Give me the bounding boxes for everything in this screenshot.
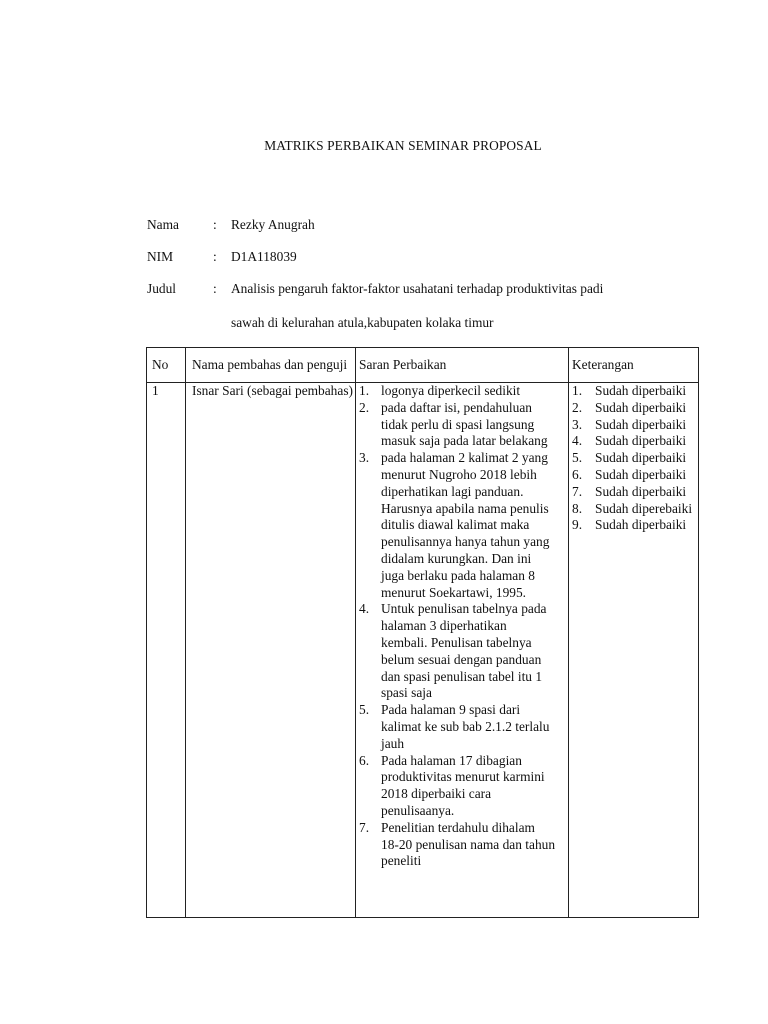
header-name: Nama pembahas dan penguji [186,348,356,383]
saran-item-text: pada halaman 2 kalimat 2 yang menurut Nugroho 2018 lebih diperhatikan lagi panduan. Harusnya apabila nama penulis ditulis diawal kalimat maka penulisannya hanya tahun yang didalam kurungkan. Dan ini juga berlaku pada halaman 8 menurut Soekartawi, 1995. [381,450,550,600]
info-label-judul: Judul [147,281,177,296]
info-separator: : [213,249,217,264]
keterangan-item [572,450,698,467]
saran-item-text: Pada halaman 9 spasi dari kalimat ke sub bab 2.1.2 terlalu jauh [381,702,550,751]
keterangan-item-text: Sudah diperbaiki [595,466,687,482]
keterangan-item-number: 2. [572,399,583,415]
revision-matrix-table [146,347,699,918]
keterangan-item-number: 1. [572,383,583,398]
table-header-row [147,348,699,383]
info-label-nim: NIM [147,249,174,264]
keterangan-item [572,400,698,417]
keterangan-item-text: Sudah diperbaiki [595,399,687,415]
keterangan-item [572,467,698,484]
saran-item [359,753,568,820]
info-row-judul [147,281,707,297]
keterangan-item-number: 5. [572,450,583,466]
saran-item-number: 3. [359,450,370,466]
keterangan-item-text: Sudah diperbaiki [595,517,687,533]
keterangan-item [572,484,698,501]
header-keterangan: Keterangan [569,348,699,383]
keterangan-item-number: 9. [572,517,583,533]
info-separator: : [213,217,217,232]
keterangan-item-number: 4. [572,433,583,449]
saran-item-number: 1. [359,383,370,398]
info-value-nim: D1A118039 [231,249,297,264]
keterangan-item [572,501,698,518]
info-value-judul-line1: Analisis pengaruh faktor-faktor usahatani terhadap produktivitas padi [231,281,604,296]
saran-item-text: Untuk penulisan tabelnya pada halaman 3 diperhatikan kembali. Penulisan tabelnya belum sesuai dengan panduan dan spasi penulisan tabel itu 1 spasi saja [381,601,547,701]
saran-item-text: Penelitian terdahulu dihalam 18-20 penulisan nama dan tahun peneliti [381,819,556,869]
keterangan-item [572,517,698,534]
keterangan-item-text: Sudah diperbaiki [595,483,687,499]
saran-item [359,400,568,450]
info-separator: : [213,281,217,296]
saran-item-text: pada daftar isi, pendahuluan tidak perlu di spasi langsung masuk saja pada latar belakang [381,399,548,449]
cell-no: 1 [147,383,186,918]
saran-list [359,383,568,870]
keterangan-item-text: Sudah diperbaiki [595,416,687,432]
keterangan-item-text: Sudah diperbaiki [595,383,687,398]
saran-item-number: 6. [359,752,370,768]
keterangan-item [572,433,698,450]
info-label-nama: Nama [147,217,179,232]
cell-keterangan [569,383,699,918]
keterangan-item [572,383,698,400]
info-row-nim [147,249,297,265]
keterangan-item-text: Sudah diperebaiki [595,500,693,516]
keterangan-item-number: 6. [572,466,583,482]
saran-item [359,450,568,601]
keterangan-item-number: 8. [572,500,583,516]
keterangan-item [572,417,698,434]
saran-item-text: logonya diperkecil sedikit [381,383,521,398]
keterangan-item-text: Sudah diperbaiki [595,433,687,449]
saran-item [359,383,568,400]
keterangan-list [572,383,698,534]
saran-item-number: 7. [359,819,370,835]
saran-item [359,820,568,870]
saran-item-number: 5. [359,702,370,718]
cell-saran [356,383,569,918]
saran-item [359,702,568,752]
info-value-judul-line2: sawah di kelurahan atula,kabupaten kolaka timur [231,315,494,330]
saran-item-number: 2. [359,399,370,415]
info-row-nama [147,217,315,233]
table-row [147,383,699,918]
document-title: MATRIKS PERBAIKAN SEMINAR PROPOSAL [264,138,542,153]
cell-name: Isnar Sari (sebagai pembahas) [186,383,356,918]
info-value-nama: Rezky Anugrah [231,217,315,232]
saran-item-number: 4. [359,601,370,617]
header-no: No [147,348,186,383]
keterangan-item-number: 7. [572,483,583,499]
keterangan-item-number: 3. [572,416,583,432]
header-saran: Saran Perbaikan [356,348,569,383]
saran-item-text: Pada halaman 17 dibagian produktivitas menurut karmini 2018 diperbaiki cara penulisaanya. [381,752,545,818]
keterangan-item-text: Sudah diperbaiki [595,450,687,466]
saran-item [359,601,568,702]
